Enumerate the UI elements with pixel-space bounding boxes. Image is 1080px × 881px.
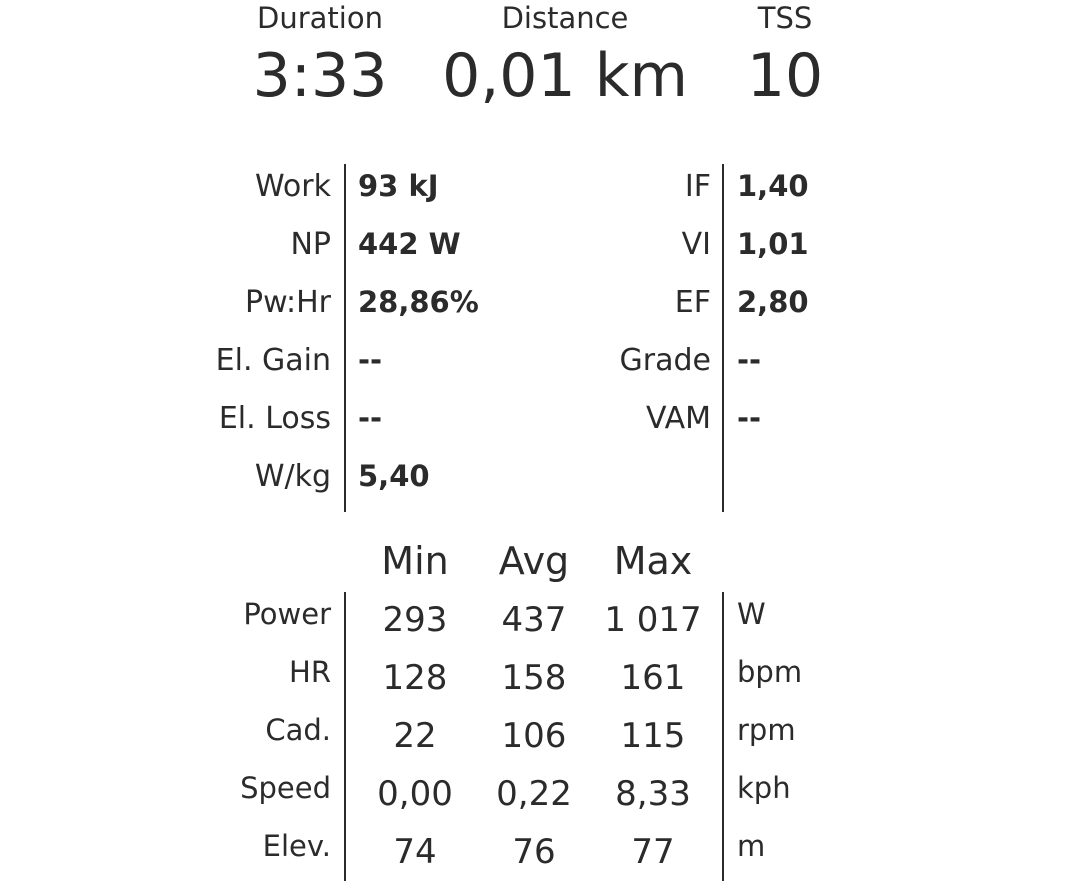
distance-value: 0,01 km: [442, 41, 688, 111]
stats-cell-elevation-max: 77: [631, 832, 675, 872]
stats-cell-speed-max: 8,33: [615, 774, 691, 814]
stats-cell-hr-min: 128: [382, 658, 448, 698]
stats-row-label-elevation: Elev.: [262, 829, 331, 863]
stats-cell-power-min: 293: [382, 600, 448, 640]
stats-unit-elevation: m: [737, 829, 766, 863]
metric-el-gain-label: El. Gain: [215, 343, 331, 378]
metric-np-value: 442 W: [358, 227, 461, 261]
stats-divider-right: [722, 592, 724, 881]
metric-work-value: 93 kJ: [358, 169, 439, 203]
tss-value: 10: [746, 41, 824, 111]
metric-np-label: NP: [290, 227, 331, 262]
metrics-divider-left: [344, 164, 346, 512]
metric-el-gain-value: --: [358, 343, 383, 377]
metric-grade-label: Grade: [619, 343, 711, 378]
metric-pwhr-value: 28,86%: [358, 285, 479, 319]
stats-divider-left: [344, 592, 346, 881]
metric-ef-value: 2,80: [737, 285, 809, 319]
stats-row-label-speed: Speed: [240, 771, 331, 805]
stats-cell-cadence-max: 115: [620, 716, 686, 756]
tss-label: TSS: [757, 1, 813, 35]
stats-unit-power: W: [737, 597, 766, 631]
stats-cell-cadence-min: 22: [393, 716, 437, 756]
metric-vam-label: VAM: [645, 401, 711, 436]
stats-cell-elevation-avg: 76: [512, 832, 556, 872]
metrics-divider-right: [722, 164, 724, 512]
metric-if-value: 1,40: [737, 169, 809, 203]
stats-unit-hr: bpm: [737, 655, 803, 689]
stats-cell-speed-avg: 0,22: [496, 774, 572, 814]
duration-label: Duration: [257, 1, 383, 35]
stats-header-avg: Avg: [498, 539, 570, 583]
metric-vi-label: VI: [681, 227, 711, 262]
stats-cell-power-max: 1 017: [604, 600, 702, 640]
stats-cell-hr-max: 161: [620, 658, 686, 698]
metric-el-loss-label: El. Loss: [218, 401, 331, 436]
stats-cell-elevation-min: 74: [393, 832, 437, 872]
stats-unit-cadence: rpm: [737, 713, 796, 747]
stats-cell-hr-avg: 158: [501, 658, 567, 698]
stats-cell-speed-min: 0,00: [377, 774, 453, 814]
metric-if-label: IF: [684, 169, 711, 204]
metric-vi-value: 1,01: [737, 227, 809, 261]
stats-cell-power-avg: 437: [501, 600, 567, 640]
duration-value: 3:33: [252, 41, 388, 111]
metric-pwhr-label: Pw:Hr: [245, 285, 331, 320]
metric-wkg-label: W/kg: [254, 459, 331, 494]
metric-el-loss-value: --: [358, 401, 383, 435]
stats-cell-cadence-avg: 106: [501, 716, 567, 756]
metric-vam-value: --: [737, 401, 762, 435]
stats-row-label-cadence: Cad.: [265, 713, 331, 747]
metric-grade-value: --: [737, 343, 762, 377]
distance-label: Distance: [501, 1, 629, 35]
stats-row-label-power: Power: [243, 597, 331, 631]
metric-wkg-value: 5,40: [358, 459, 430, 493]
stats-header-min: Min: [381, 539, 449, 583]
stats-row-label-hr: HR: [289, 655, 331, 689]
metric-work-label: Work: [255, 169, 331, 204]
metric-ef-label: EF: [674, 285, 711, 320]
stats-unit-speed: kph: [737, 771, 791, 805]
stats-header-max: Max: [613, 539, 693, 583]
